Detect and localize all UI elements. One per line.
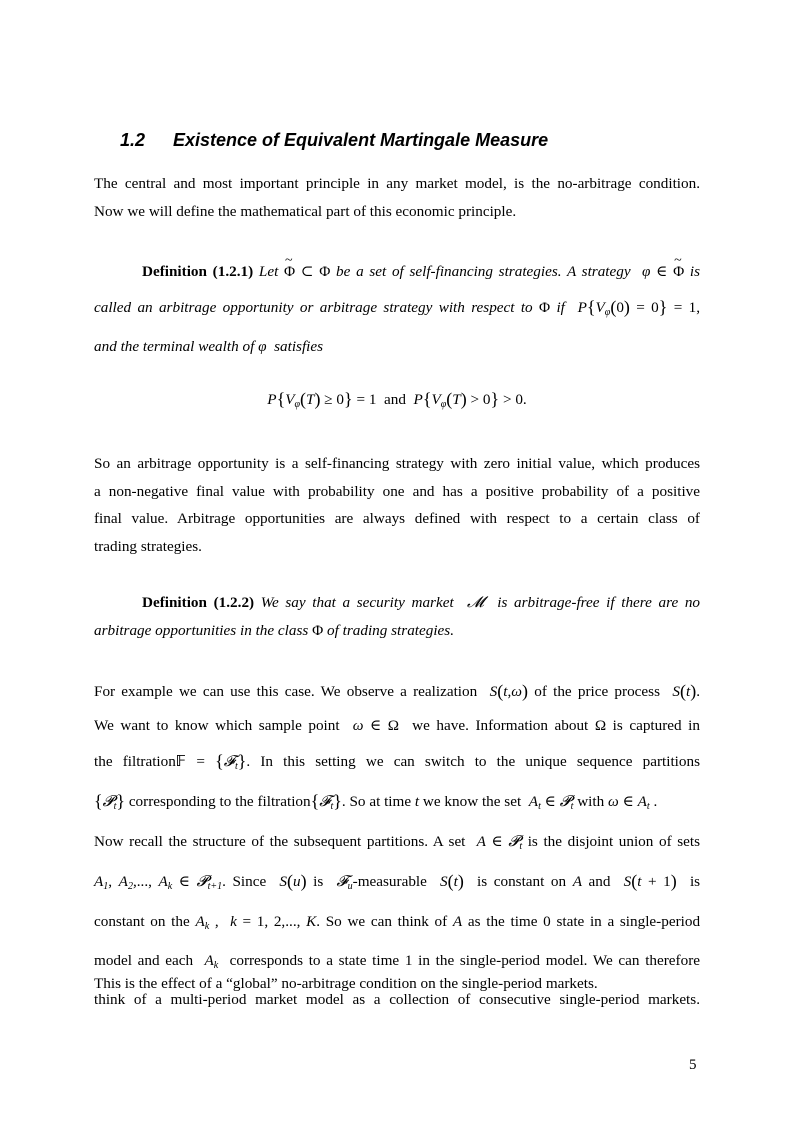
text-run: . In this setting we can switch to the unique sequence partitions	[246, 752, 700, 770]
definition-1-2-1	[94, 255, 700, 365]
text-run: satisfies	[274, 338, 324, 355]
text-line: Definition (1.2.2) We say that a security market 𝓜 is arbitrage-free if there are no	[142, 593, 701, 611]
text-line: and the terminal wealth of φ satisfies	[94, 338, 324, 355]
definition-1-2-2	[94, 589, 700, 644]
text-line: This is the effect of a “global” no-arbitrage condition on the single-period markets.	[94, 975, 598, 992]
equation-connector: and	[384, 391, 406, 408]
definition-label: Definition (1.2.1)	[142, 263, 254, 280]
text-line: a non-negative final value with probability one and has a positive probability of a positive	[94, 482, 700, 500]
text-run: is	[689, 873, 701, 891]
text-line: trading strategies.	[94, 537, 202, 555]
example-paragraph	[94, 674, 700, 1018]
definition-label: Definition (1.2.2)	[142, 594, 255, 611]
text-line: The central and most important principle in any market model, is the no-arbitrage condition.	[94, 175, 700, 192]
text-run: is constant on	[477, 873, 567, 891]
text-run: constant on the	[94, 912, 190, 930]
text-run: corresponding to the filtration	[128, 792, 311, 810]
text-run: the filtration	[94, 752, 176, 770]
text-run: Now recall the structure of the subsequent partitions. A set	[94, 833, 466, 851]
text-run: -measurable	[352, 873, 427, 891]
text-run: is arbitrage-free if there are no	[497, 594, 701, 611]
text-line: the filtration𝔽 = {𝓕$_t$}. In this setting we can switch to the unique sequence partitions	[94, 750, 700, 772]
text-run: is	[689, 263, 701, 280]
text-run: with	[577, 792, 605, 810]
text-run: . So we can think of	[316, 912, 448, 930]
section-heading	[120, 130, 548, 151]
text-run: We want to know which sample point	[94, 717, 340, 735]
text-run: For example we can use this case. We observe a realization	[94, 683, 478, 700]
text-line: think of a multi-period market model as a collection of consecutive single-period markets.	[94, 991, 700, 1009]
text-run: We say that a security market	[260, 594, 454, 611]
text-run: is captured in	[612, 717, 700, 735]
page-number: 5	[689, 1057, 697, 1073]
text-line: called an arbitrage opportunity or arbitrage strategy with respect to Φ if $P\{V_\varphi(0) = 0\} = 1$,	[94, 296, 701, 318]
text-run: and	[588, 873, 611, 891]
text-run: of the price process	[534, 683, 660, 700]
text-run: arbitrage opportunities in the class	[94, 621, 309, 639]
text-run: be a set of self-financing strategies. A strategy	[336, 263, 631, 280]
text-line: constant on the $A_k$ , k = 1, 2,..., K. So we can think of A as the time 0 state in a single-period	[94, 912, 701, 932]
text-line: So an arbitrage opportunity is a self-financing strategy with zero initial value, which produces	[94, 455, 700, 472]
text-run: if	[556, 298, 565, 316]
section-number: 1.2	[120, 130, 146, 150]
text-run: of trading strategies.	[327, 621, 455, 639]
text-run: is the disjoint union of sets	[527, 833, 701, 851]
text-run: called an arbitrage opportunity or arbitrage strategy with respect to	[94, 298, 533, 316]
text-run: . So at time	[341, 792, 412, 810]
text-line: Definition (1.2.1) Let ~ Φ ⊂ Φ be a set of self-financing strategies. A strategy φ ∈ ~ Φ is	[94, 255, 700, 290]
text-run: we know the set	[422, 792, 522, 810]
intro-paragraph	[94, 170, 700, 225]
text-run: Let	[258, 263, 279, 280]
text-run: . Since	[222, 873, 267, 891]
section-title: Existence of Equivalent Martingale Measure	[173, 130, 549, 150]
text-line: We want to know which sample point ω ∈ Ω we have. Information about Ω is captured in	[94, 717, 700, 735]
arbitrage-explanation-paragraph	[94, 450, 700, 560]
text-line: $A_1$, $A_2$,..., $A_k$ ∈ 𝓟$_{t+1}$. Since S(u) is 𝓕$_u$-measurable S(t) is constant on A and S(t + 1) is	[94, 871, 701, 893]
closing-line	[94, 970, 700, 998]
text-run: model and each	[94, 952, 194, 970]
text-line: Now we will define the mathematical part of this economic principle.	[94, 202, 517, 220]
text-run: as the time 0 state in a single-period	[467, 912, 701, 930]
text-run: we have. Information about	[412, 717, 589, 735]
text-line: final value. Arbitrage opportunities are always defined with respect to a certain class of	[94, 510, 700, 527]
text-run: is	[313, 873, 324, 891]
text-line: arbitrage opportunities in the class Φ of trading strategies.	[94, 621, 455, 639]
text-line: model and each $A_k$ corresponds to a state time 1 in the single-period model. We can therefore	[94, 952, 700, 972]
arbitrage-condition-equation: $P\{V_\varphi(T) \ge 0\} = 1$ and $P\{V_\varphi(T) > 0\} > 0$.	[267, 389, 527, 410]
text-line: Now recall the structure of the subsequent partitions. A set A ∈ 𝓟$_t$ is the disjoint union of sets	[94, 832, 701, 853]
text-line: {𝓟$_t$} corresponding to the filtration{𝓕$_t$}. So at time t we know the set $A_t$ ∈ 𝓟$_t$ with ω ∈ $A_t$ .	[94, 790, 658, 812]
text-line: For example we can use this case. We observe a realization S(t,ω) of the price process S(t).	[94, 681, 701, 701]
text-run: and the terminal wealth of	[94, 338, 255, 355]
text-run: corresponds to a state time 1 in the single-period model. We can therefore	[229, 952, 700, 970]
